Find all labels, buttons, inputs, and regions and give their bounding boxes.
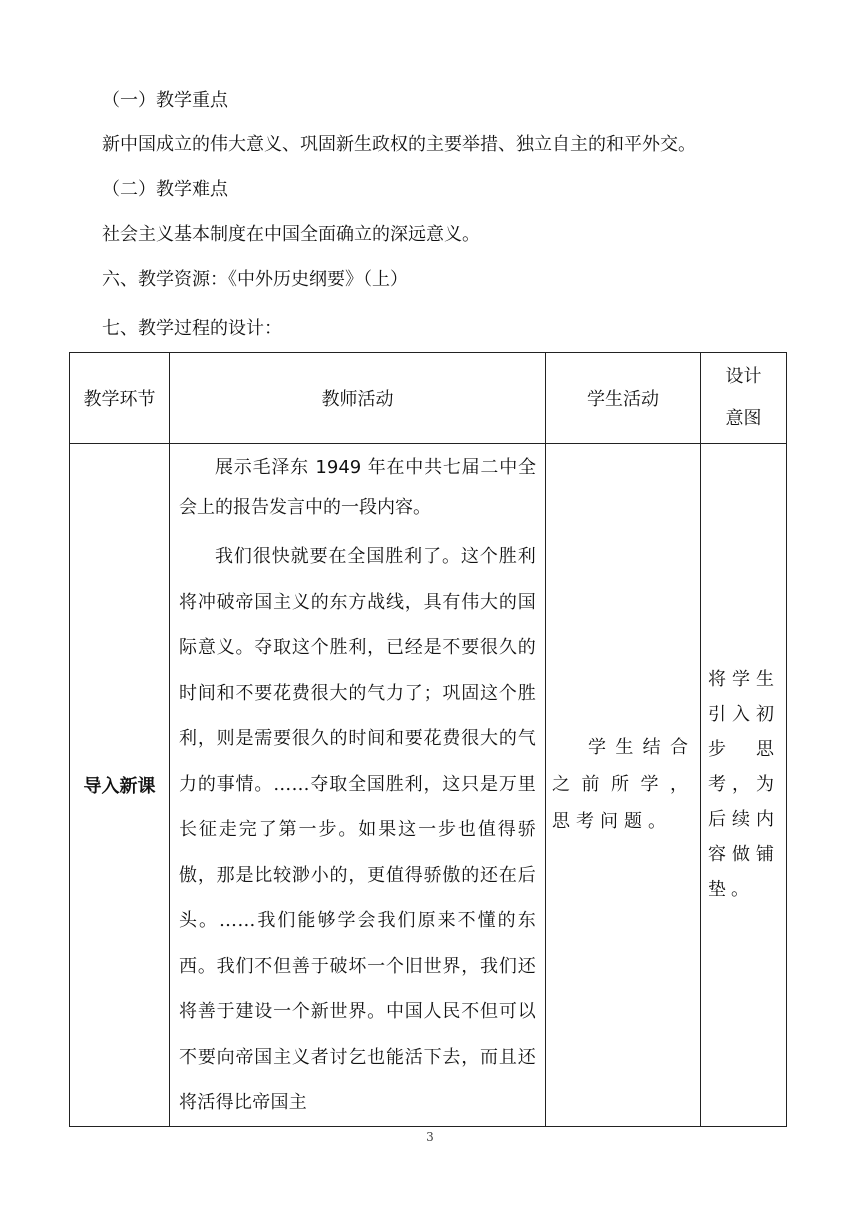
student-activity-cell: [546, 444, 701, 1127]
teacher-activity-intro: 展示毛泽东 1949 年在中共七届二中全会上的报告发言中的一段内容。: [179, 457, 536, 518]
difficult-points-text: 社会主义基本制度在中国全面确立的深远意义。: [102, 224, 480, 245]
header-student-activity: 学生活动: [546, 353, 701, 444]
header-teacher-activity: 教师活动: [170, 353, 546, 444]
table-row: [70, 444, 787, 1127]
teacher-activity-cell: [170, 444, 546, 1127]
header-design-intent: [701, 353, 787, 444]
header-design-intent-text: 设计意图: [725, 366, 762, 429]
table-header-row: [70, 353, 787, 444]
stage-cell: 导入新课: [70, 444, 170, 1127]
teaching-process-heading: 七、教学过程的设计：: [102, 318, 282, 339]
design-intent-text: 将学生引入初步思考，为后续内容做铺垫。: [708, 669, 779, 901]
key-points-heading: （一）教学重点: [102, 90, 228, 111]
header-stage: 教学环节: [70, 353, 170, 444]
teaching-resources: 六、教学资源：《中外历史纲要》（上）: [102, 269, 408, 290]
page-number: 3: [426, 1130, 434, 1144]
student-activity-text: 学生结合之前所学，思考问题。: [552, 737, 694, 833]
key-points-text: 新中国成立的伟大意义、巩固新生政权的主要举措、独立自主的和平外交。: [102, 134, 696, 155]
teaching-process-table: [69, 352, 787, 1127]
difficult-points-heading: （二）教学难点: [102, 179, 228, 200]
design-intent-cell: [701, 444, 787, 1127]
teacher-activity-quote: 我们很快就要在全国胜利了。这个胜利将冲破帝国主义的东方战线，具有伟大的国际意义。夺取这个胜利，已经是不要很久的时间和不要花费很大的气力了；巩固这个胜利，则是需要很久的时间和要花费很大的气力的事情。……夺取全国胜利，这只是万里长征走完了第一步。如果这一步也值得骄傲，那是比较渺小的，更值得骄傲的还在后头。……我们能够学会我们原来不懂的东西。我们不但善于破坏一个旧世界，我们还将善于建设一个新世界。中国人民不但可以不要向帝国主义者讨乞也能活下去，而且还将活得比帝国主: [179, 546, 536, 1113]
